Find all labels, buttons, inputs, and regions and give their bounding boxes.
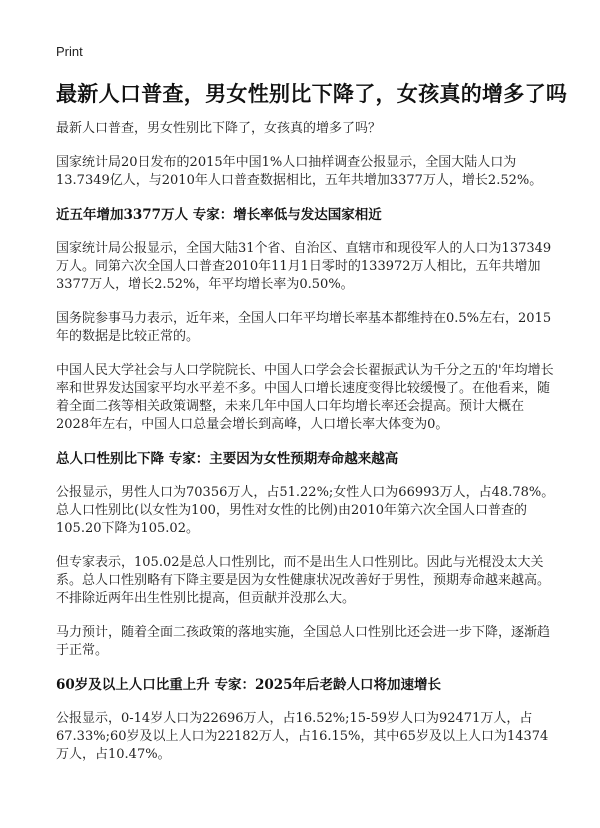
body-paragraph: 国家统计局公报显示，全国大陆31个省、自治区、直辖市和现役军人的人口为137349万人。同第六次全国人口普查2010年11月1日零时的133972万人相比，五年共增加3377万人，增长2.52%，年平均增长率为0.50%。 <box>56 241 552 292</box>
body-paragraph: 公报显示，0-14岁人口为22696万人，占16.52%;15-59岁人口为92471万人，占67.33%;60岁及以上人口为22182万人，占16.15%，其中65岁及以上人口为14374万人，占10.47%。 <box>56 711 549 762</box>
body-paragraph: 国务院参事马力表示，近年来，全国人口年平均增长率基本都维持在0.5%左右，2015年的数据是比较正常的。 <box>56 311 552 344</box>
article-body <box>56 120 556 780</box>
print-link[interactable]: Print <box>56 44 83 59</box>
body-paragraph: 公报显示，男性人口为70356万人，占51.22%;女性人口为66993万人，占48.78%。总人口性别比(以女性为100，男性对女性的比例)由2010年第六次全国人口普查的105.20下降为105.02。 <box>56 485 555 536</box>
section-heading: 近五年增加3377万人 专家：增长率低与发达国家相近 <box>56 207 382 223</box>
body-paragraph: 中国人民大学社会与人口学院院长、中国人口学会会长翟振武认为千分之五的'年均增长率和世界发达国家平均水平差不多。中国人口增长速度变得比较缓慢了。在他看来，随着全面二孩等相关政策调整，未来几年中国人口年均增长率还会提高。预计大概在2028年左右，中国人口总量会增长到高峰，人口增长率大体变为0。 <box>56 363 554 432</box>
body-paragraph: 马力预计，随着全面二孩政策的落地实施，全国总人口性别比还会进一步下降，逐渐趋于正常。 <box>56 625 551 658</box>
lead-paragraph: 最新人口普查，男女性别比下降了，女孩真的增多了吗？ <box>56 121 382 136</box>
body-paragraph: 但专家表示，105.02是总人口性别比，而不是出生人口性别比。因此与光棍没太大关系。总人口性别略有下降主要是因为女性健康状况改善好于男性，预期寿命越来越高。不排除近两年出生性别比提高，但贡献并没那么大。 <box>56 555 551 606</box>
section-heading: 总人口性别比下降 专家：主要因为女性预期寿命越来越高 <box>56 451 399 467</box>
page-title: 最新人口普查，男女性别比下降了，女孩真的增多了吗 <box>56 82 568 106</box>
section-heading: 60岁及以上人口比重上升 专家：2025年后老龄人口将加速增长 <box>56 677 442 693</box>
intro-paragraph: 国家统计局20日发布的2015年中国1%人口抽样调查公报显示，全国大陆人口为13.7349亿人，与2010年人口普查数据相比，五年共增加3377万人，增长2.52%。 <box>56 155 543 188</box>
